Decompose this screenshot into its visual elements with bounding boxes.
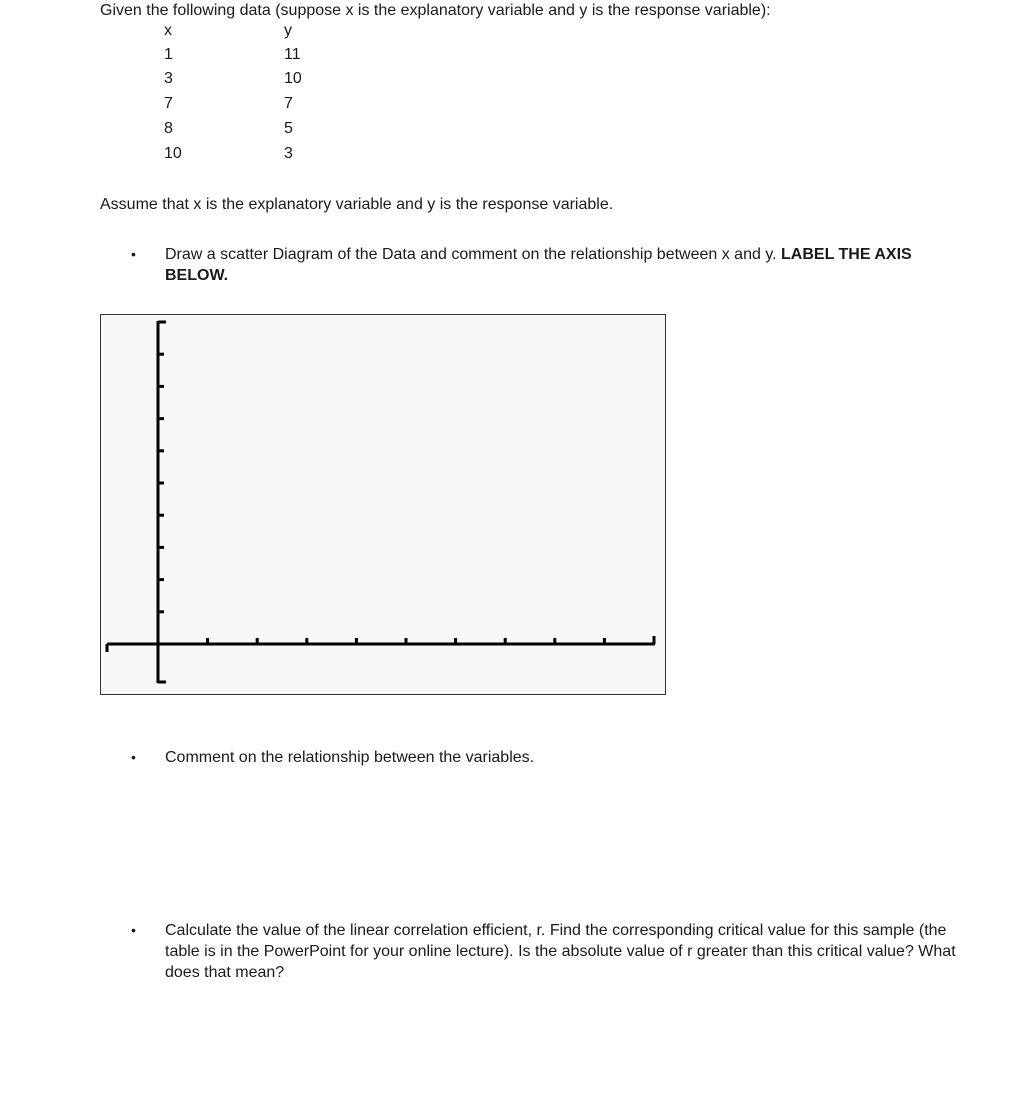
table-cell-y: 7: [284, 95, 293, 112]
table-cell-y: 5: [284, 120, 293, 137]
question-1: [165, 244, 965, 286]
question-1-text: Draw a scatter Diagram of the Data and comment on the relationship between x and y.: [165, 246, 782, 263]
bullet-icon: •: [131, 922, 136, 938]
bullet-icon: •: [131, 246, 136, 262]
assumption-text: Assume that x is the explanatory variable and y is the response variable.: [100, 196, 614, 213]
table-cell-x: 1: [164, 46, 173, 63]
table-cell-x: 10: [164, 145, 182, 162]
question-3: Calculate the value of the linear correlation efficient, r. Find the corresponding critical value for this sample (the table is in the PowerPoint for your online lecture). Is the absolute value of r greater than this critical value? What does that mean?: [165, 922, 956, 981]
table-cell-y: 3: [284, 145, 293, 162]
question-2: Comment on the relationship between the variables.: [165, 749, 535, 766]
table-cell-y: 10: [284, 70, 302, 87]
intro-text: Given the following data (suppose x is the explanatory variable and y is the response variable):: [100, 2, 771, 19]
table-header-x: x: [164, 22, 172, 39]
table-header-y: y: [284, 22, 292, 39]
table-cell-x: 7: [164, 95, 173, 112]
table-cell-x: 8: [164, 120, 173, 137]
axes-svg: [101, 315, 665, 694]
table-cell-y: 11: [284, 46, 301, 63]
blank-graph[interactable]: [100, 314, 666, 695]
bullet-icon: •: [131, 749, 136, 765]
question-1-bold: LABEL THE AXIS BELOW.: [165, 246, 912, 284]
table-cell-x: 3: [164, 70, 173, 87]
